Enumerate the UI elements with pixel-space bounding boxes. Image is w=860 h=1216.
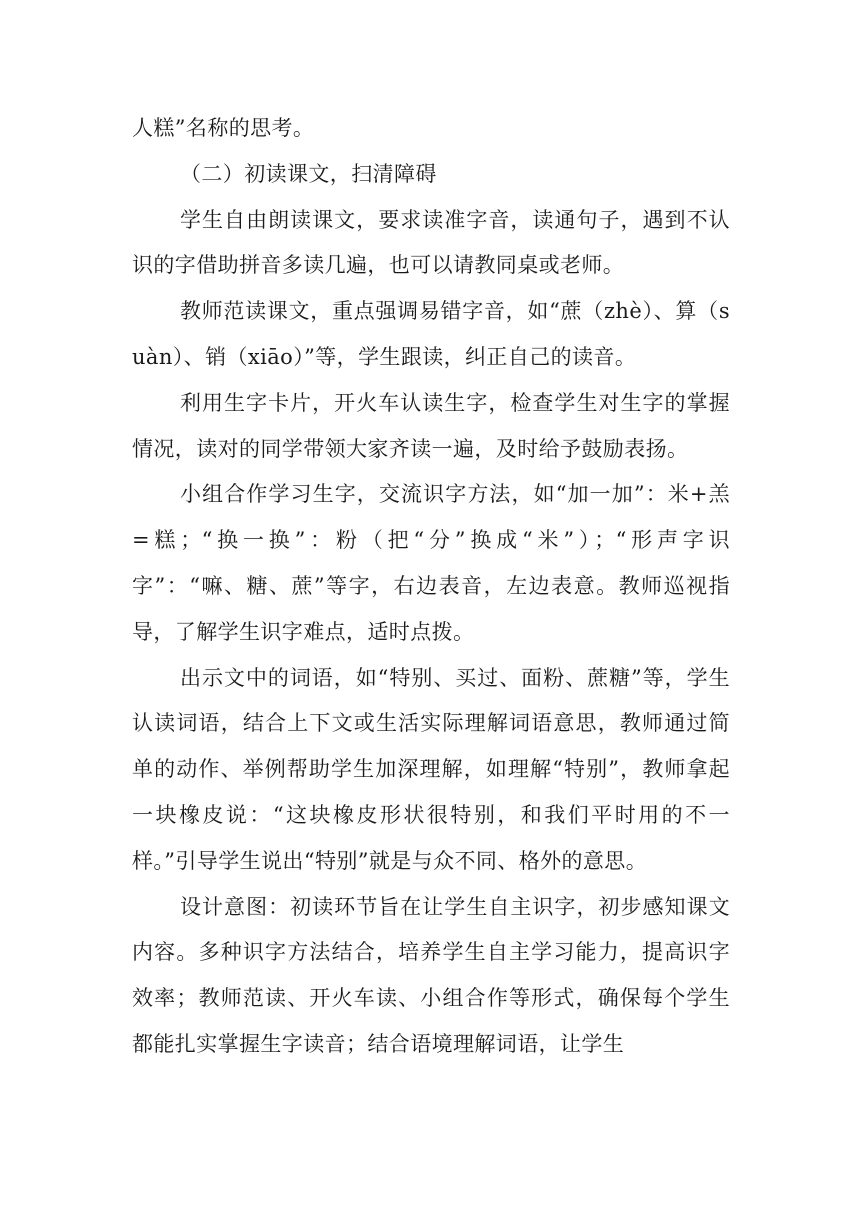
paragraph-design-intent: 设计意图：初读环节旨在让学生自主识字，初步感知课文内容。多种识字方法结合，培养学生自主学习能力，提高识字效率；教师范读、开火车读、小组合作等形式，确保每个学生都能扎实掌握生字读音；结合语境理解词语，让学生 [132, 894, 730, 1056]
paragraph-continuation: 人糕”名称的思考。 [132, 116, 315, 140]
document-body [132, 106, 730, 1068]
paragraph-word-cards: 利用生字卡片，开火车认读生字，检查学生对生字的掌握情况，读对的同学带领大家齐读一遍，及时给予鼓励表扬。 [132, 390, 730, 461]
paragraph-free-reading: 学生自由朗读课文，要求读准字音，读通句子，遇到不认识的字借助拼音多读几遍，也可以请教同桌或老师。 [132, 207, 730, 278]
paragraph-vocabulary: 出示文中的词语，如“特别、买过、面粉、蔗糖”等，学生认读词语，结合上下文或生活实际理解词语意思，教师通过简单的动作、举例帮助学生加深理解，如理解“特别”，教师拿起一块橡皮说：“这块橡皮形状很特别，和我们平时用的不一样。”引导学生说出“特别”就是与众不同、格外的意思。 [132, 665, 730, 873]
paragraph-teacher-reading: 教师范读课文，重点强调易错字音，如“蔗（zhè）、算（suàn）、销（xiāo）”等，学生跟读，纠正自己的读音。 [132, 299, 730, 369]
paragraph-group-study: 小组合作学习生字，交流识字方法，如“加一加”：米+羔=糕；“换一换”：粉（把“分”换成“米”）；“形声字识字”：“嘛、糖、蔗”等字，右边表音，左边表意。教师巡视指导，了解学生识字难点，适时点拨。 [132, 482, 730, 644]
section-heading: （二）初读课文，扫清障碍 [180, 161, 437, 186]
